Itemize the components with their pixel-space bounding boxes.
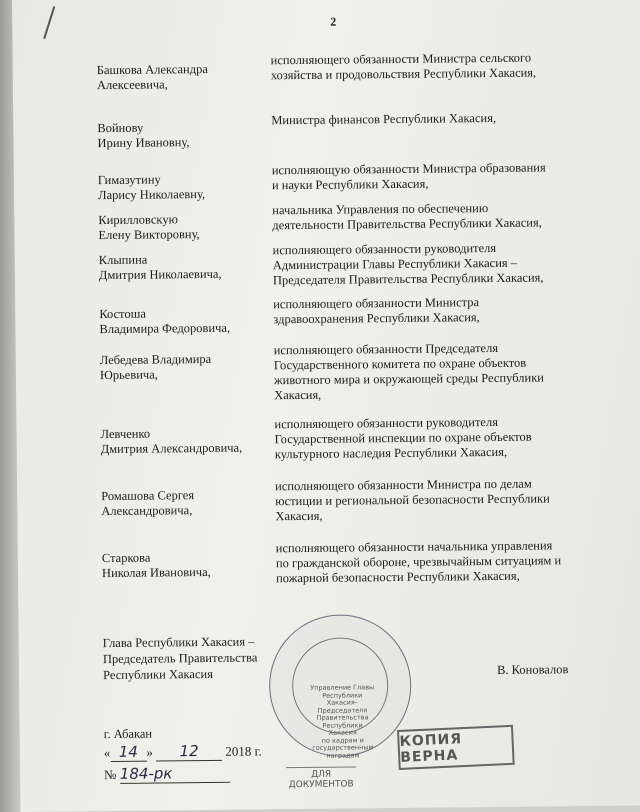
appointee-name-line: Кирилловскую — [98, 212, 178, 228]
signature-title-line: Республики Хакасия — [103, 666, 213, 683]
appointee-role-line: исполняющего обязанности Министра — [273, 295, 480, 312]
appointee-role-line: Администрации Главы Республики Хакасия – — [272, 255, 518, 273]
appointee-name-line: Башкова Александра — [96, 61, 208, 78]
number-value: 184-рк — [120, 764, 230, 784]
appointee-entry — [14, 159, 640, 203]
appointee-name — [97, 119, 262, 151]
appointee-name — [98, 211, 263, 243]
appointee-role-line: Хакасия, — [274, 387, 322, 403]
appointee-role-line: по гражданской обороне, чрезвычайным ситуациям и — [275, 553, 562, 571]
appointee-name — [98, 171, 263, 203]
page-number: 2 — [330, 14, 337, 29]
appointee-role-line: исполняющего обязанности Председателя — [273, 340, 499, 358]
appointee-name — [97, 61, 262, 93]
appointee-role-line: Хакасия, — [275, 508, 323, 524]
appointee-role-line: исполняющего обязанности Министра сельского — [270, 50, 532, 68]
appointee-role-line: деятельности Правительства Республики Хакасия, — [272, 215, 542, 233]
seal-text-line: Республики Хакасия — [322, 720, 363, 737]
document-page — [12, 0, 640, 812]
appointee-entry — [16, 339, 640, 403]
pen-mark — [43, 6, 55, 39]
documents-stamp-line: ДЛЯ — [311, 769, 332, 780]
seal-text-line: Председателя — [317, 705, 368, 715]
appointee-role — [273, 294, 585, 327]
appointee-role — [271, 50, 583, 83]
appointee-name-line: Войнову — [97, 120, 144, 136]
appointee-name-line: Владимира Федоровича, — [99, 320, 231, 337]
appointee-role-line: и науки Республики Хакасия, — [271, 176, 429, 193]
appointee-name-line: Александровича, — [101, 503, 193, 519]
appointee-name-line: Дмитрия Николаевича, — [98, 266, 222, 283]
seal-inner-ring — [292, 637, 389, 760]
appointee-name-line: Алексеевича, — [96, 77, 168, 93]
appointee-name-line: Гимазутину — [97, 172, 161, 188]
appointee-name — [99, 251, 264, 283]
seal-text-line: Управление Главы — [310, 683, 375, 692]
appointee-entry — [17, 475, 640, 524]
document-number — [104, 763, 284, 784]
appointee-role-line: исполняющую обязанности Министра образования — [271, 160, 546, 178]
signature-title-line: Глава Республики Хакасия – — [102, 634, 255, 651]
documents-stamp-line: ДОКУМЕНТОВ — [288, 779, 354, 791]
appointee-role-line: юстиции и региональной безопасности Республики — [275, 491, 550, 509]
city: г. Абакан — [103, 726, 153, 742]
appointee-role-line: Государственного комитета по охране объектов — [273, 355, 527, 373]
seal-text-line: Республики Хакасия– — [322, 690, 363, 707]
appointee-role — [274, 414, 586, 462]
appointee-role-line: пожарной безопасности Республики Хакасия, — [275, 568, 520, 586]
seal-text-line: Правительства — [316, 713, 369, 722]
date-day: 14 — [110, 743, 146, 762]
appointee-role-line: Министра финансов Республики Хакасия, — [271, 110, 497, 128]
appointee-role-line: культурного наследия Республики Хакасия, — [274, 444, 508, 462]
appointee-entry — [13, 49, 640, 93]
appointee-name-line: Юрьевича, — [99, 367, 158, 383]
appointee-name-line: Клыпина — [98, 252, 148, 268]
appointee-role-line: исполняющего обязанности начальника управления — [275, 538, 553, 556]
appointee-entry — [16, 413, 640, 462]
appointee-entry — [18, 537, 640, 586]
appointee-role-line: исполняющего обязанности Министра по делам — [275, 476, 532, 494]
appointee-role-line: здравоохранения Республики Хакасия, — [273, 310, 480, 327]
date-month: 12 — [156, 742, 222, 762]
official-seal — [268, 614, 411, 760]
signer-name: В. Коновалов — [496, 662, 569, 677]
appointee-name-line: Левченко — [100, 426, 151, 442]
appointee-role-line: хозяйства и продовольствия Республики Хакасия, — [270, 65, 537, 83]
seal-text — [309, 684, 376, 760]
seal-text-line: государственным — [312, 743, 374, 752]
appointee-entry — [13, 109, 640, 151]
appointee-entry — [15, 293, 640, 337]
copy-verified-stamp: КОПИЯ ВЕРНА — [397, 725, 515, 770]
appointee-role — [272, 160, 584, 193]
appointee-name — [100, 351, 265, 383]
appointee-role — [272, 200, 584, 233]
document-date: « 14 » 12 2018 г. — [103, 742, 262, 761]
seal-text-line: наградам — [326, 750, 360, 760]
appointee-name-line: Костоша — [99, 306, 146, 322]
appointee-role-line: Государственной инспекции по охране объектов — [274, 429, 532, 447]
appointee-name-line: Старкова — [101, 550, 151, 566]
appointee-name — [100, 425, 265, 457]
appointee-name — [102, 549, 267, 581]
appointee-role-line: исполняющего обязанности руководителя — [272, 240, 497, 258]
appointee-name-line: Николая Ивановича, — [101, 564, 211, 581]
number-prefix: № — [104, 766, 117, 783]
appointee-name-line: Дмитрия Александровича, — [100, 440, 243, 457]
appointee-role-line: Председателя Правительства Республики Хакасия, — [272, 270, 544, 288]
appointee-name-line: Елену Викторовну, — [98, 227, 200, 243]
date-year: 2018 г. — [225, 743, 262, 759]
appointee-name-line: Лебедева Владимира — [99, 351, 212, 368]
appointee-role — [275, 476, 587, 524]
appointee-role — [273, 240, 585, 288]
appointee-role-line: исполняющего обязанности руководителя — [274, 414, 498, 432]
appointee-role — [274, 340, 587, 403]
appointee-name — [101, 487, 266, 519]
appointee-role-line: начальника Управления по обеспечению — [272, 201, 489, 218]
appointee-role-line: животного мира и окружающей среды Республики — [273, 370, 544, 388]
appointee-name-line: Ларису Николаевну, — [97, 186, 206, 203]
seal-text-line: по кадрам и — [321, 735, 364, 745]
documents-stamp — [286, 766, 356, 790]
appointee-role — [276, 538, 588, 586]
appointee-name-line: Ромашова Сергея — [101, 488, 195, 504]
appointee-name — [99, 305, 264, 337]
appointee-name-line: Ирину Ивановну, — [97, 135, 190, 151]
appointee-role — [271, 110, 583, 128]
signature-title-line: Председатель Правительства — [102, 650, 258, 667]
